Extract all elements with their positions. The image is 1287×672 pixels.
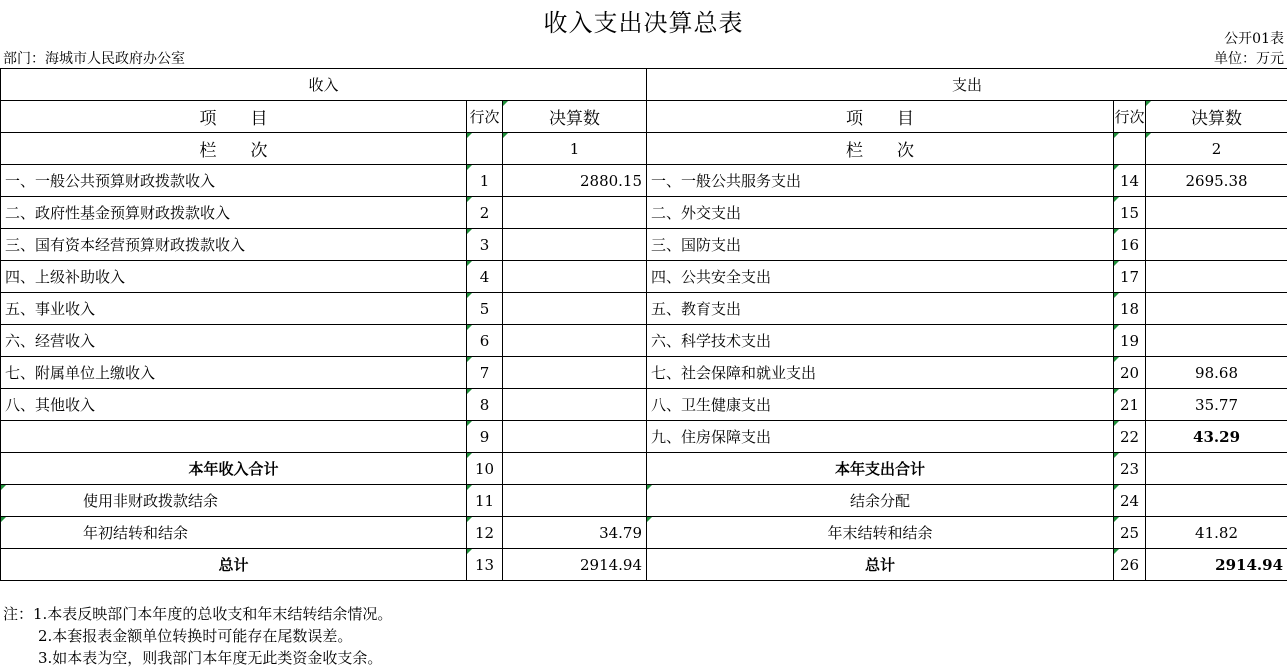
income-item-header: 项 目 [1, 101, 467, 133]
expense-amount-header: 决算数 [1146, 101, 1287, 133]
expense-amount: 98.68 [1146, 357, 1287, 389]
grand-total-row [1, 549, 1287, 581]
grand-expense-line: 26 [1114, 549, 1146, 581]
expense-line: 16 [1114, 229, 1146, 261]
expense-line: 18 [1114, 293, 1146, 325]
end-carry-amount: 41.82 [1146, 517, 1287, 549]
year-total-row [1, 453, 1287, 485]
income-amount [503, 197, 647, 229]
income-line: 6 [467, 325, 503, 357]
table-row [1, 197, 1287, 229]
income-amount [503, 261, 647, 293]
department-label: 部门：海城市人民政府办公室 [3, 51, 185, 67]
income-item: 八、其他收入 [1, 389, 467, 421]
expense-line: 17 [1114, 261, 1146, 293]
expense-amount [1146, 229, 1287, 261]
expense-item: 六、科学技术支出 [647, 325, 1114, 357]
income-item: 六、经营收入 [1, 325, 467, 357]
income-line: 7 [467, 357, 503, 389]
expense-item: 二、外交支出 [647, 197, 1114, 229]
table-row [1, 261, 1287, 293]
income-lanci-label: 栏 次 [1, 133, 467, 165]
expense-item: 七、社会保障和就业支出 [647, 357, 1114, 389]
income-amount [503, 357, 647, 389]
income-section-header: 收入 [1, 69, 647, 101]
income-amount [503, 229, 647, 261]
expense-line: 19 [1114, 325, 1146, 357]
carry-row [1, 517, 1287, 549]
surplus-dist-label: 结余分配 [647, 485, 1114, 517]
expense-line-header: 行次 [1114, 101, 1146, 133]
total-income-amount [503, 453, 647, 485]
expense-line: 15 [1114, 197, 1146, 229]
table-row [1, 357, 1287, 389]
income-amount [503, 421, 647, 453]
income-line: 2 [467, 197, 503, 229]
income-amount [503, 389, 647, 421]
expense-item: 三、国防支出 [647, 229, 1114, 261]
expense-amount [1146, 261, 1287, 293]
end-carry-label: 年末结转和结余 [647, 517, 1114, 549]
expense-column-number: 2 [1146, 133, 1287, 165]
income-amount [503, 293, 647, 325]
income-item: 一、一般公共预算财政拨款收入 [1, 165, 467, 197]
table-row [1, 421, 1287, 453]
income-amount [503, 325, 647, 357]
expense-item-header: 项 目 [647, 101, 1114, 133]
report-title: 收入支出决算总表 [543, 9, 744, 37]
total-expense-amount [1146, 453, 1287, 485]
table-row [1, 325, 1287, 357]
expense-item: 九、住房保障支出 [647, 421, 1114, 453]
income-expense-table [0, 68, 1287, 581]
expense-item: 八、卫生健康支出 [647, 389, 1114, 421]
expense-line: 22 [1114, 421, 1146, 453]
income-column-number: 1 [503, 133, 647, 165]
table-row [1, 293, 1287, 325]
income-lanci-line [467, 133, 503, 165]
note-line: 2.本套报表金额单位转换时可能存在尾数误差。 [38, 627, 353, 645]
total-expense-label: 本年支出合计 [647, 453, 1114, 485]
table-row [1, 165, 1287, 197]
income-item: 四、上级补助收入 [1, 261, 467, 293]
expense-line: 14 [1114, 165, 1146, 197]
expense-amount [1146, 325, 1287, 357]
income-line: 8 [467, 389, 503, 421]
grand-expense-label: 总计 [647, 549, 1114, 581]
income-amount-header: 决算数 [503, 101, 647, 133]
income-line: 1 [467, 165, 503, 197]
form-number: 公开01表 [1224, 31, 1284, 47]
expense-amount [1146, 293, 1287, 325]
surplus-dist-line: 24 [1114, 485, 1146, 517]
expense-item: 五、教育支出 [647, 293, 1114, 325]
begin-carry-label: 年初结转和结余 [1, 517, 467, 549]
expense-amount: 43.29 [1146, 421, 1287, 453]
notes [3, 603, 392, 669]
section-header-row [1, 69, 1287, 101]
expense-amount: 2695.38 [1146, 165, 1287, 197]
begin-carry-amount: 34.79 [503, 517, 647, 549]
income-line: 3 [467, 229, 503, 261]
expense-lanci-line [1114, 133, 1146, 165]
expense-item: 一、一般公共服务支出 [647, 165, 1114, 197]
expense-item: 四、公共安全支出 [647, 261, 1114, 293]
total-income-line: 10 [467, 453, 503, 485]
nonfiscal-label: 使用非财政拨款结余 [1, 485, 467, 517]
total-income-label: 本年收入合计 [1, 453, 467, 485]
table-row [1, 229, 1287, 261]
grand-income-amount: 2914.94 [503, 549, 647, 581]
expense-lanci-label: 栏 次 [647, 133, 1114, 165]
end-carry-line: 25 [1114, 517, 1146, 549]
nonfiscal-row [1, 485, 1287, 517]
nonfiscal-amount [503, 485, 647, 517]
expense-amount [1146, 197, 1287, 229]
income-amount: 2880.15 [503, 165, 647, 197]
income-item: 五、事业收入 [1, 293, 467, 325]
expense-section-header: 支出 [647, 69, 1287, 101]
note-line: 注：1.本表反映部门本年度的总收支和年末结转结余情况。 [3, 605, 393, 623]
total-expense-line: 23 [1114, 453, 1146, 485]
lanci-row [1, 133, 1287, 165]
surplus-dist-amount [1146, 485, 1287, 517]
grand-income-line: 13 [467, 549, 503, 581]
income-item: 二、政府性基金预算财政拨款收入 [1, 197, 467, 229]
income-item: 七、附属单位上缴收入 [1, 357, 467, 389]
begin-carry-line: 12 [467, 517, 503, 549]
note-line: 3.如本表为空，则我部门本年度无此类资金收支余。 [38, 649, 383, 667]
nonfiscal-line: 11 [467, 485, 503, 517]
grand-expense-amount: 2914.94 [1146, 549, 1287, 581]
unit-label: 单位：万元 [1214, 51, 1284, 67]
income-line-header: 行次 [467, 101, 503, 133]
income-line: 4 [467, 261, 503, 293]
column-header-row [1, 101, 1287, 133]
income-line: 9 [467, 421, 503, 453]
income-item [1, 421, 467, 453]
expense-amount: 35.77 [1146, 389, 1287, 421]
grand-income-label: 总计 [1, 549, 467, 581]
expense-line: 21 [1114, 389, 1146, 421]
income-item: 三、国有资本经营预算财政拨款收入 [1, 229, 467, 261]
expense-line: 20 [1114, 357, 1146, 389]
table-row [1, 389, 1287, 421]
income-line: 5 [467, 293, 503, 325]
